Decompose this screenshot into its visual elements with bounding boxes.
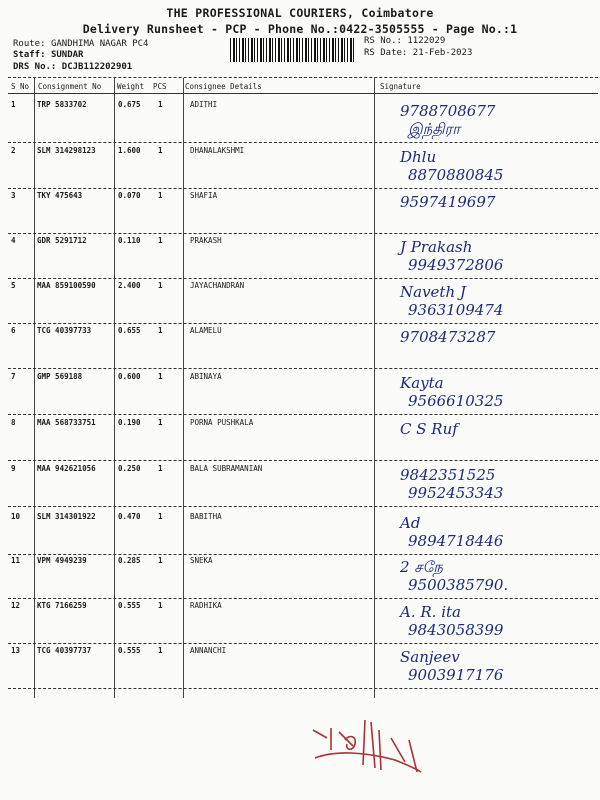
row-signature-secondary: 9952453343 (408, 484, 504, 502)
col-consignment: Consignment No (38, 82, 102, 91)
row-sno: 8 (11, 418, 16, 427)
route-label: Route: (13, 39, 46, 49)
row-weight: 0.470 (118, 512, 141, 521)
row-pcs: 1 (158, 191, 163, 200)
row-pcs: 1 (158, 236, 163, 245)
row-sno: 4 (11, 236, 16, 245)
rs-date-label: RS Date: (364, 48, 408, 58)
staff-label: Staff: (13, 50, 46, 60)
rs-no-label: RS No.: (364, 36, 402, 46)
row-consignee-name: SHAFIA (190, 191, 218, 200)
row-consignment-no: VPM 4949239 (37, 556, 87, 565)
row-signature-secondary: 9003917176 (408, 666, 504, 684)
row-signature-primary: 2 சநே (400, 558, 443, 576)
row-consignee-name: ALAMELU (190, 326, 222, 335)
row-separator (8, 142, 598, 143)
row-weight: 0.190 (118, 418, 141, 427)
row-sno: 6 (11, 326, 16, 335)
rs-date-value: 21-Feb-2023 (412, 48, 473, 58)
row-consignment-no: MAA 568733751 (37, 418, 96, 427)
row-consignment-no: TRP 5833702 (37, 100, 87, 109)
row-separator (8, 323, 598, 324)
row-consignment-no: TCG 40397733 (37, 326, 92, 335)
row-signature-secondary: இந்திரா (408, 120, 461, 138)
row-signature-secondary: 9566610325 (408, 392, 504, 410)
row-consignment-no: TCG 40397737 (37, 646, 92, 655)
row-weight: 0.555 (118, 646, 141, 655)
row-sno: 9 (11, 464, 16, 473)
rs-no-line (364, 36, 445, 46)
row-sno: 13 (11, 646, 21, 655)
row-weight: 0.600 (118, 372, 141, 381)
row-separator (8, 554, 598, 555)
row-weight: 0.285 (118, 556, 141, 565)
row-weight: 1.600 (118, 146, 141, 155)
row-pcs: 1 (158, 646, 163, 655)
row-consignment-no: MAA 942621056 (37, 464, 96, 473)
row-signature-secondary: 9894718446 (408, 532, 504, 550)
row-consignee-name: ADITHI (190, 100, 218, 109)
row-separator (8, 506, 598, 507)
row-signature-primary: 9597419697 (400, 193, 496, 211)
rs-no-value: 1122029 (407, 36, 446, 46)
row-separator (8, 414, 598, 415)
col-weight: Weight (117, 82, 145, 91)
row-consignment-no: MAA 859100590 (37, 281, 96, 290)
row-pcs: 1 (158, 146, 163, 155)
row-signature-primary: Dhlu (400, 148, 437, 166)
drs-label: DRS No.: (13, 62, 57, 72)
row-separator (8, 598, 598, 599)
col-sno: S No (11, 82, 30, 91)
row-pcs: 1 (158, 281, 163, 290)
row-sno: 1 (11, 100, 16, 109)
row-pcs: 1 (158, 100, 163, 109)
row-consignee-name: BALA SUBRAMANIAN (190, 464, 263, 473)
barcode (230, 38, 356, 62)
row-weight: 0.070 (118, 191, 141, 200)
row-signature-primary: 9842351525 (400, 466, 496, 484)
row-sno: 2 (11, 146, 16, 155)
row-signature-secondary: 9363109474 (408, 301, 504, 319)
row-consignee-name: PORNA PUSHKALA (190, 418, 254, 427)
row-consignment-no: TKY 475643 (37, 191, 83, 200)
row-signature-primary: J Prakash (400, 238, 473, 256)
row-signature-primary: Naveth J (400, 283, 466, 301)
col-divider (374, 78, 375, 698)
row-separator (8, 460, 598, 461)
drs-value: DCJB112202901 (61, 62, 133, 72)
staff-line (13, 50, 83, 60)
header-bottom-rule (8, 93, 598, 94)
row-separator (8, 368, 598, 369)
row-sno: 12 (11, 601, 21, 610)
row-sno: 11 (11, 556, 21, 565)
row-pcs: 1 (158, 326, 163, 335)
row-weight: 0.250 (118, 464, 141, 473)
row-signature-primary: 9708473287 (400, 328, 496, 346)
row-sno: 10 (11, 512, 21, 521)
row-consignment-no: KTG 7166259 (37, 601, 87, 610)
handwritten-date-stamp (305, 710, 425, 780)
row-signature-secondary: 9500385790. (408, 576, 509, 594)
row-signature-primary: A. R. ita (400, 603, 461, 621)
row-consignment-no: SLM 314298123 (37, 146, 96, 155)
row-signature-primary: C S Ruf (400, 420, 458, 438)
row-separator (8, 233, 598, 234)
row-separator (8, 278, 598, 279)
row-signature-primary: Kayta (400, 374, 444, 392)
row-signature-primary: Ad (400, 514, 421, 532)
row-consignee-name: BABITHA (190, 512, 222, 521)
col-divider (114, 78, 115, 698)
row-pcs: 1 (158, 556, 163, 565)
row-consignment-no: GMP 569188 (37, 372, 83, 381)
row-consignee-name: RADHIKA (190, 601, 222, 610)
col-divider (34, 78, 35, 698)
route-line (13, 39, 148, 49)
row-separator (8, 188, 598, 189)
row-pcs: 1 (158, 512, 163, 521)
row-pcs: 1 (158, 418, 163, 427)
row-pcs: 1 (158, 601, 163, 610)
row-weight: 0.110 (118, 236, 141, 245)
col-divider (183, 78, 184, 698)
route-value: GANDHIMA NAGAR PC4 (50, 39, 149, 49)
row-pcs: 1 (158, 464, 163, 473)
row-pcs: 1 (158, 372, 163, 381)
row-signature-primary: Sanjeev (400, 648, 460, 666)
row-consignee-name: JAYACHANDRAN (190, 281, 245, 290)
row-consignee-name: SNEKA (190, 556, 213, 565)
row-weight: 0.675 (118, 100, 141, 109)
row-consignment-no: GDR 5291712 (37, 236, 87, 245)
row-sno: 7 (11, 372, 16, 381)
rs-date-line (364, 48, 472, 58)
staff-value: SUNDAR (50, 50, 84, 60)
row-consignee-name: PRAKASH (190, 236, 222, 245)
row-weight: 0.555 (118, 601, 141, 610)
row-sno: 5 (11, 281, 16, 290)
row-consignee-name: ABINAYA (190, 372, 222, 381)
row-weight: 0.655 (118, 326, 141, 335)
row-separator (8, 643, 598, 644)
col-consignee: Consignee Details (185, 82, 262, 91)
company-title: THE PROFESSIONAL COURIERS, Coimbatore (166, 6, 434, 20)
row-consignee-name: ANNANCHI (190, 646, 227, 655)
row-signature-secondary: 8870880845 (408, 166, 504, 184)
row-signature-secondary: 9949372806 (408, 256, 504, 274)
col-pcs: PCS (153, 82, 167, 91)
drs-line (13, 62, 132, 72)
row-consignment-no: SLM 314301922 (37, 512, 96, 521)
header-top-rule (8, 77, 598, 78)
runsheet-subtitle: Delivery Runsheet - PCP - Phone No.:0422-3505555 - Page No.:1 (82, 22, 518, 36)
row-weight: 2.400 (118, 281, 141, 290)
row-signature-secondary: 9843058399 (408, 621, 504, 639)
row-separator (8, 688, 598, 689)
row-sno: 3 (11, 191, 16, 200)
row-consignee-name: DHANALAKSHMI (190, 146, 245, 155)
row-signature-primary: 9788708677 (400, 102, 496, 120)
col-signature: Signature (380, 82, 421, 91)
